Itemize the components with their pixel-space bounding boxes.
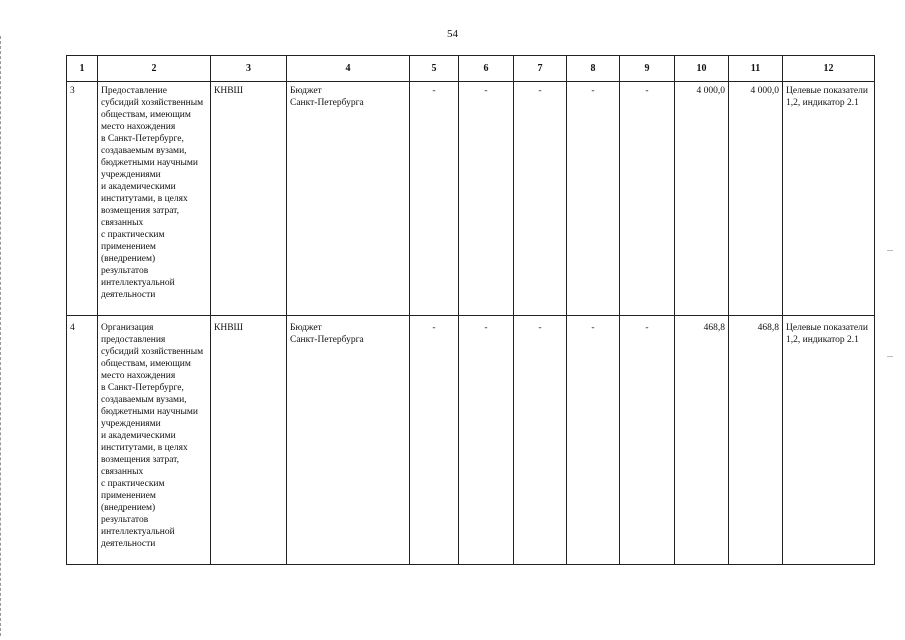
column-header: 8 [567, 56, 620, 82]
executor: КНВШ [211, 316, 287, 565]
activity-name: Предоставление субсидий хозяйственным обществам, имеющим место нахождения в Санкт-Петербурге, создаваемым вузами, бюджетными научными учреждениями и академическими институтами, в целях возмещения затрат, связанных с практическим применением (внедрением) результатов интеллектуальной деятельности [98, 82, 211, 316]
value-col-11: 4 000,0 [729, 82, 783, 316]
funding-source: Бюджет Санкт-Петербурга [287, 82, 410, 316]
executor: КНВШ [211, 82, 287, 316]
column-header: 11 [729, 56, 783, 82]
value-col-11: 468,8 [729, 316, 783, 565]
activity-name: Организация предоставления субсидий хозяйственным обществам, имеющим место нахождения в Санкт-Петербурге, создаваемым вузами, бюджетными научными учреждениями и академическими институтами, в целях возмещения затрат, связанных с практическим применением (внедрением) результатов интеллектуальной деятельности [98, 316, 211, 565]
value-col-8: - [567, 316, 620, 565]
value-col-9: - [620, 316, 675, 565]
value-col-8: - [567, 82, 620, 316]
table-row [67, 82, 875, 316]
value-col-6: - [459, 82, 514, 316]
table-row [67, 316, 875, 565]
header-row [67, 56, 875, 82]
row-number: 3 [67, 82, 98, 316]
value-col-5: - [410, 82, 459, 316]
target-indicators: Целевые показатели 1,2, индикатор 2.1 [783, 316, 875, 565]
column-header: 1 [67, 56, 98, 82]
funding-source: Бюджет Санкт-Петербурга [287, 316, 410, 565]
value-col-7: - [514, 82, 567, 316]
target-indicators: Целевые показатели 1,2, индикатор 2.1 [783, 82, 875, 316]
column-header: 4 [287, 56, 410, 82]
value-col-10: 4 000,0 [675, 82, 729, 316]
column-header: 5 [410, 56, 459, 82]
scan-tick-mark [887, 356, 893, 357]
scan-tick-mark [887, 250, 893, 251]
scan-edge-mark [0, 36, 3, 636]
column-header: 10 [675, 56, 729, 82]
column-header: 3 [211, 56, 287, 82]
page-number: 54 [447, 28, 458, 40]
value-col-9: - [620, 82, 675, 316]
value-col-6: - [459, 316, 514, 565]
column-header: 2 [98, 56, 211, 82]
column-header: 12 [783, 56, 875, 82]
column-header: 7 [514, 56, 567, 82]
value-col-5: - [410, 316, 459, 565]
program-activities-table [66, 55, 875, 565]
value-col-7: - [514, 316, 567, 565]
column-header: 9 [620, 56, 675, 82]
value-col-10: 468,8 [675, 316, 729, 565]
column-header: 6 [459, 56, 514, 82]
row-number: 4 [67, 316, 98, 565]
